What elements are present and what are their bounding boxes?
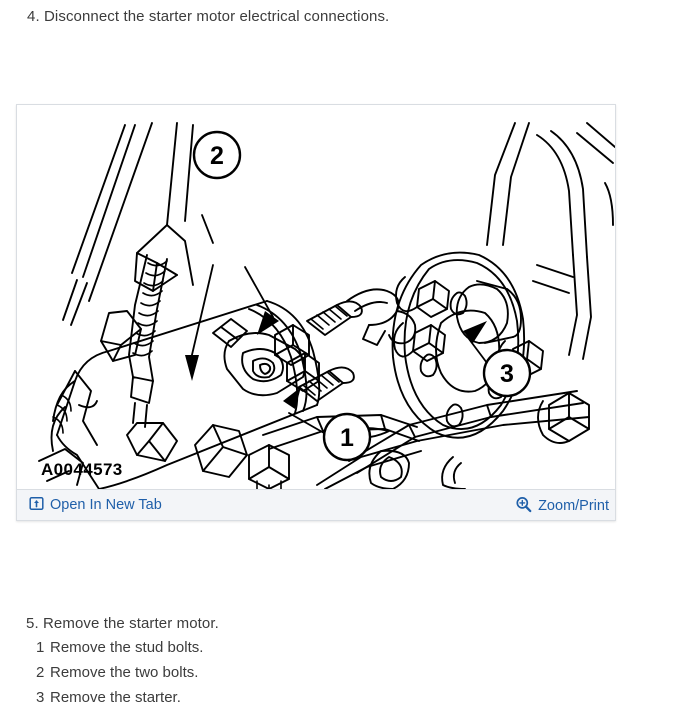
callout-label-2: 2 xyxy=(210,142,224,170)
substep-3-label: Remove the starter. xyxy=(50,689,181,706)
substep-1-number: 1 xyxy=(36,639,45,656)
substep-2-number: 2 xyxy=(36,664,45,681)
open-in-new-tab-label: Open In New Tab xyxy=(50,497,162,514)
figure-toolbar xyxy=(17,489,615,520)
starter-motor-line-drawing xyxy=(17,105,615,490)
figure-panel xyxy=(16,104,616,521)
zoom-print-label: Zoom/Print xyxy=(538,498,609,515)
callout-label-3: 3 xyxy=(500,360,514,388)
substep-2 xyxy=(36,664,198,681)
substep-3-number: 3 xyxy=(36,689,45,706)
open-in-new-tab-icon xyxy=(29,496,44,515)
figure-code-label: A0044573 xyxy=(41,460,123,479)
substep-3 xyxy=(36,689,181,706)
magnifier-plus-icon xyxy=(515,496,532,517)
step-4-text: 4. Disconnect the starter motor electrical connections. xyxy=(27,8,390,25)
open-in-new-tab-button[interactable] xyxy=(29,496,162,515)
figure-image[interactable] xyxy=(17,105,615,490)
substep-1 xyxy=(36,639,203,656)
step-5-text: 5. Remove the starter motor. xyxy=(26,615,219,632)
substep-1-label: Remove the stud bolts. xyxy=(50,639,204,656)
zoom-print-button[interactable] xyxy=(515,496,609,517)
substep-2-label: Remove the two bolts. xyxy=(50,664,199,681)
callout-label-1: 1 xyxy=(340,424,354,452)
